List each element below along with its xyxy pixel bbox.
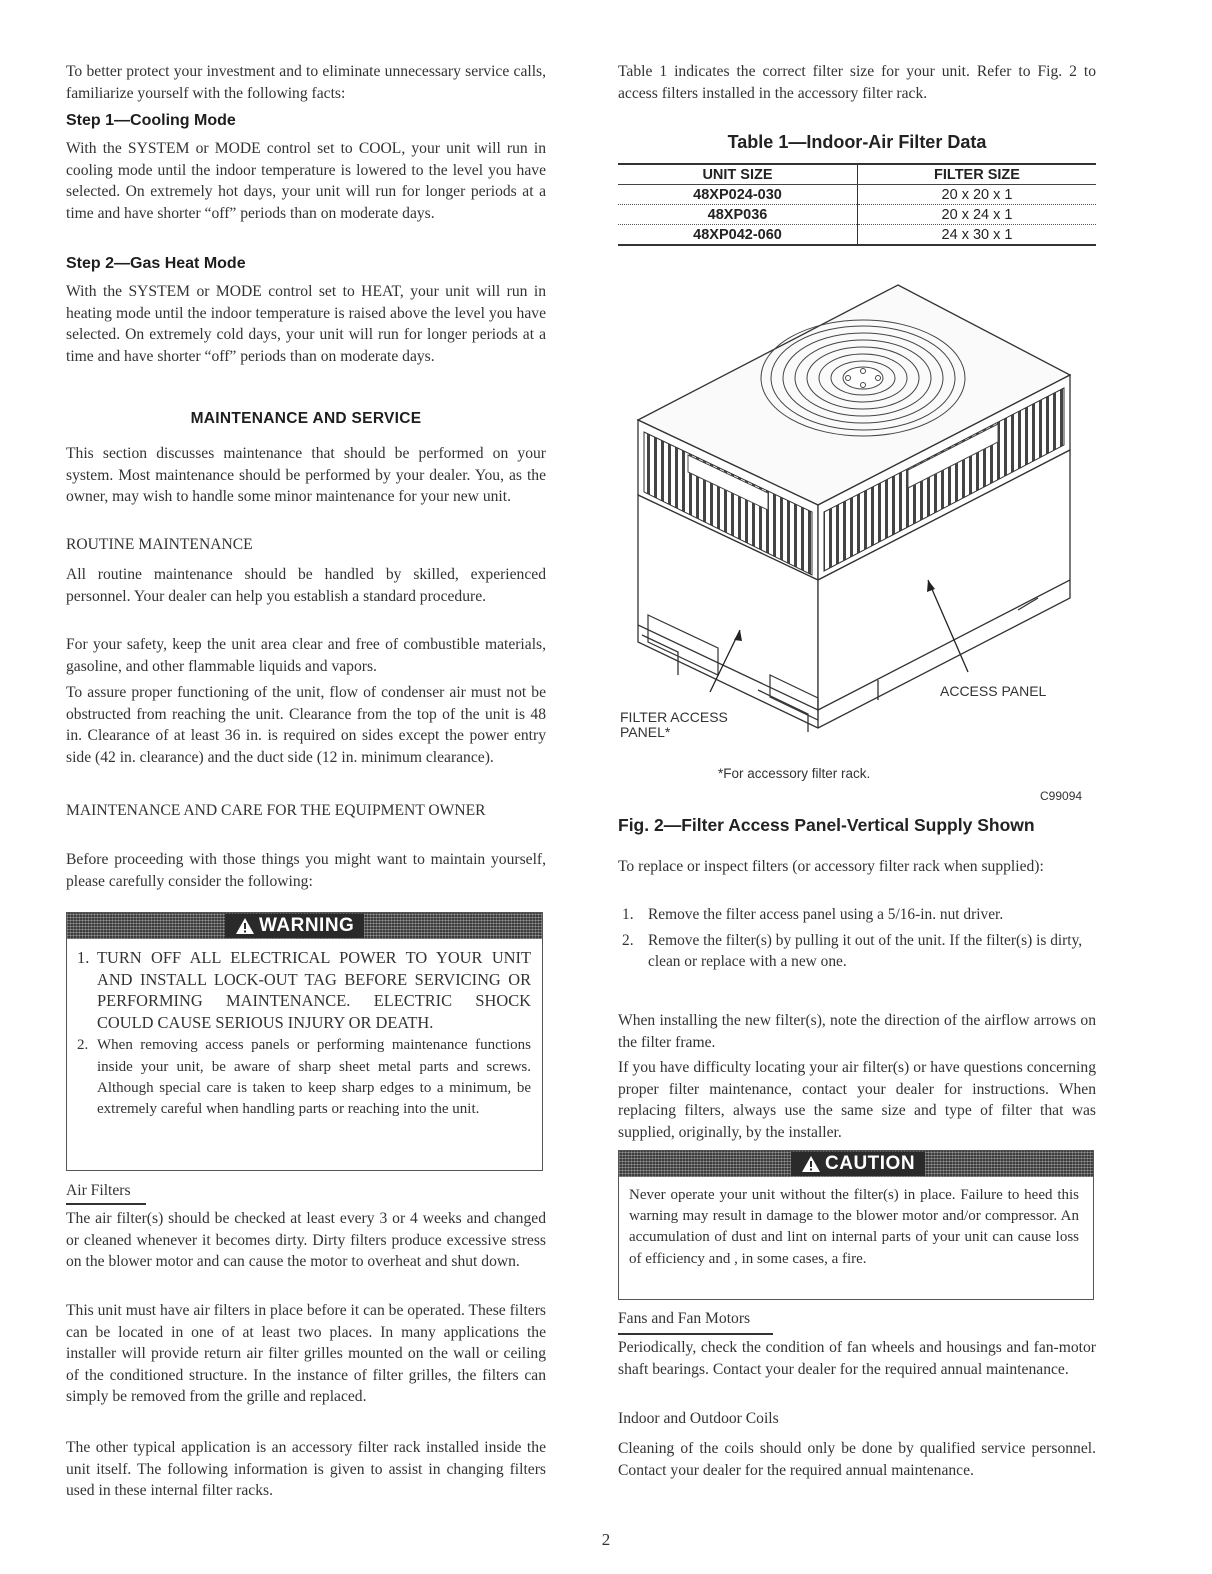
- access-panel-label: ACCESS PANEL: [940, 683, 1047, 699]
- air-filters-heading: Air Filters: [66, 1182, 131, 1199]
- replace-step-2: 2. Remove the filter(s) by pulling it out of the unit. If the filter(s) is dirty, clean or replace with a new one.: [622, 931, 1083, 970]
- figure-code: C99094: [1040, 789, 1083, 803]
- unit-size-cell: 48XP036: [618, 205, 858, 225]
- routine-paragraph-2: For your safety, keep the unit area clear and free of combustible materials, gasoline, and other flammable liquids and vapors.: [66, 636, 546, 675]
- intro-paragraph: To better protect your investment and to eliminate unnecessary service calls, familiarize yourself with the following facts:: [66, 63, 546, 102]
- filter-size-cell: 20 x 20 x 1: [858, 185, 1097, 205]
- warning-box: [66, 912, 543, 1171]
- warning-list: [73, 947, 531, 1120]
- step2-heading: Step 2—Gas Heat Mode: [66, 255, 246, 272]
- coils-heading: Indoor and Outdoor Coils: [618, 1410, 779, 1427]
- unit-size-cell: 48XP024-030: [618, 185, 858, 205]
- step1-heading: Step 1—Cooling Mode: [66, 112, 236, 129]
- routine-paragraph-3: To assure proper functioning of the unit, flow of condenser air must not be obstructed from reaching the unit. Clearance from the top of the unit is 48 in. Clearance of at least 36 in. is required on sides except the power entry side (42 in. clearance) and the duct side (12 in. minimum clearance).: [66, 684, 546, 766]
- table-row: [618, 205, 1096, 225]
- filter-size-cell: 20 x 24 x 1: [858, 205, 1097, 225]
- filter-data-table: [618, 163, 1096, 246]
- routine-paragraph-1: All routine maintenance should be handled by skilled, experienced personnel. Your dealer can help you establish a standard procedure.: [66, 566, 546, 605]
- caution-title: CAUTION: [791, 1152, 925, 1176]
- air-filters-paragraph-3: The other typical application is an accessory filter rack installed inside the unit itself. The following information is given to assist in changing filters used in these internal filter racks.: [66, 1439, 546, 1499]
- coils-body: Cleaning of the coils should only be done by qualified service personnel. Contact your dealer for the required annual maintenance.: [618, 1440, 1096, 1479]
- rooftop-unit-illustration: [618, 280, 1096, 750]
- replace-step-1: 1. Remove the filter access panel using a 5/16-in. nut driver.: [622, 906, 1004, 923]
- warning-item-2: 2. When removing access panels or performing maintenance functions inside your unit, be aware of sharp sheet metal parts and screws. Although special care is taken to keep sharp edges to a minimum, be extremely careful when handling parts or reaching into the unit.: [77, 1037, 531, 1117]
- install-note: When installing the new filter(s), note the direction of the airflow arrows on the filter frame.: [618, 1012, 1096, 1051]
- filter-access-panel-label: FILTER ACCESS PANEL*: [620, 709, 728, 740]
- care-heading: MAINTENANCE AND CARE FOR THE EQUIPMENT OWNER: [66, 802, 486, 819]
- figure-footnote: *For accessory filter rack.: [718, 766, 871, 781]
- column-header-filter-size: FILTER SIZE: [858, 164, 1097, 185]
- replace-steps-list: [618, 904, 1096, 977]
- warning-triangle-icon: [235, 917, 255, 935]
- column-header-unit-size: UNIT SIZE: [618, 164, 858, 185]
- caution-triangle-icon: [801, 1155, 821, 1173]
- fans-body: Periodically, check the condition of fan wheels and housings and fan-motor shaft bearings. Contact your dealer for the required annual maintenance.: [618, 1339, 1096, 1378]
- fans-heading-rule: [618, 1333, 773, 1335]
- difficulty-note: If you have difficulty locating your air filter(s) or have questions concerning proper filter maintenance, contact your dealer for instructions. When replacing filters, always use the same size and type of filter that was supplied, originally, by the installer.: [618, 1059, 1096, 1141]
- maintenance-body: This section discusses maintenance that should be performed on your system. Most maintenance should be performed by your dealer. You, as the owner, may wish to handle some minor maintenance for your new unit.: [66, 445, 546, 505]
- page-number: 2: [601, 1530, 611, 1549]
- step2-body: With the SYSTEM or MODE control set to HEAT, your unit will run in heating mode until the indoor temperature is raised above the level you have selected. On extremely cold days, your unit will run for longer periods at a time and have shorter “off” periods than on moderate days.: [66, 283, 546, 365]
- unit-size-cell: 48XP042-060: [618, 225, 858, 246]
- warning-title: WARNING: [225, 914, 364, 938]
- caution-box: [618, 1150, 1094, 1300]
- step1-body: With the SYSTEM or MODE control set to COOL, your unit will run in cooling mode until the indoor temperature is lowered to the level you have selected. On extremely hot days, your unit will run for longer periods at a time and have shorter “off” periods than on moderate days.: [66, 140, 546, 222]
- maintenance-heading: MAINTENANCE AND SERVICE: [190, 410, 422, 427]
- table-intro: Table 1 indicates the correct filter size for your unit. Refer to Fig. 2 to access filters installed in the accessory filter rack.: [618, 63, 1096, 102]
- caution-text: Never operate your unit without the filter(s) in place. Failure to heed this warning may result in damage to the blower motor and/or compressor. An accumulation of dust and lint on internal parts of your unit can cause loss of efficiency and , in some cases, a fire.: [629, 1187, 1079, 1267]
- fans-heading: Fans and Fan Motors: [618, 1310, 751, 1327]
- table-row: [618, 185, 1096, 205]
- replace-intro: To replace or inspect filters (or accessory filter rack when supplied):: [618, 858, 1044, 875]
- table-header-row: [618, 164, 1096, 185]
- figure-caption: Fig. 2—Filter Access Panel-Vertical Supply Shown: [618, 815, 1035, 835]
- care-body: Before proceeding with those things you might want to maintain yourself, please carefully consider the following:: [66, 851, 546, 890]
- filter-size-cell: 24 x 30 x 1: [858, 225, 1097, 246]
- air-filters-paragraph-1: The air filter(s) should be checked at least every 3 or 4 weeks and changed or cleaned whenever it becomes dirty. Dirty filters produce excessive stress on the blower motor and can cause the motor to overheat and shut down.: [66, 1210, 546, 1270]
- routine-heading: ROUTINE MAINTENANCE: [66, 536, 253, 553]
- air-filters-paragraph-2: This unit must have air filters in place before it can be operated. These filters can be located in one of at least two places. In many applications the installer will provide return air filter grilles mounted on the wall or ceiling of the conditioned structure. In the instance of filter grilles, the filters can simply be removed from the grille and replaced.: [66, 1302, 546, 1405]
- table-row: [618, 225, 1096, 246]
- table-title: Table 1—Indoor-Air Filter Data: [727, 132, 987, 152]
- warning-item-1: 1. TURN OFF ALL ELECTRICAL POWER TO YOUR UNIT AND INSTALL LOCK-OUT TAG BEFORE SERVICING OR PERFORMING MAINTENANCE. ELECTRIC SHOCK COULD CAUSE SERIOUS INJURY OR DEATH.: [77, 948, 531, 1032]
